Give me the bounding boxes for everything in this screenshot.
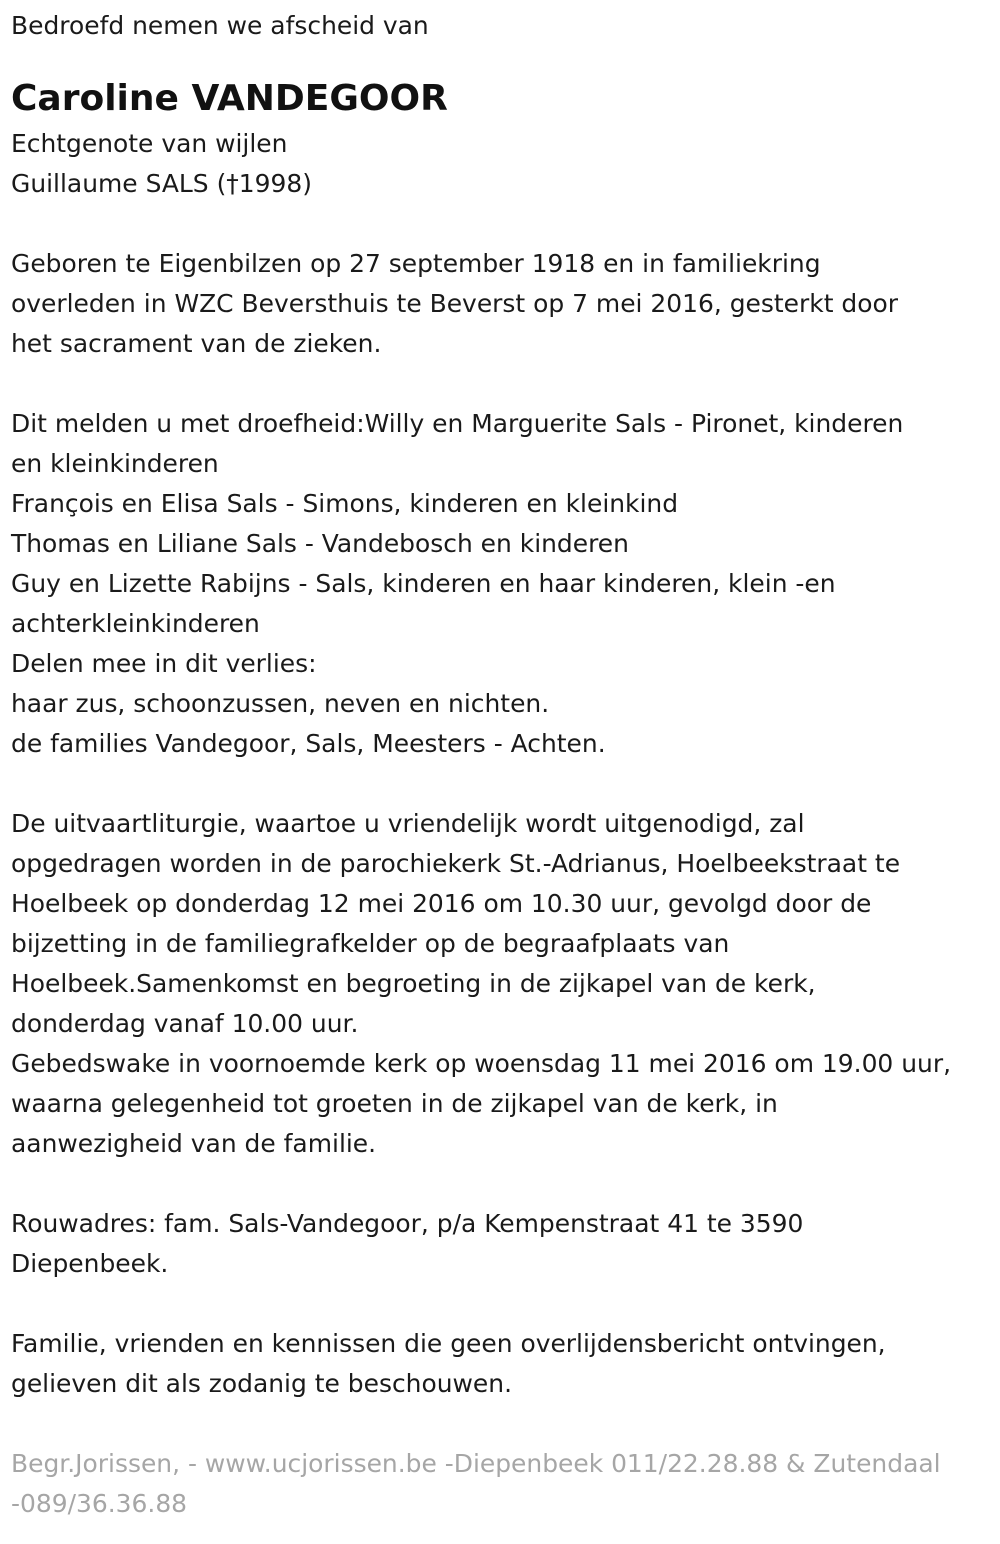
birth-death-line: het sacrament van de zieken. — [11, 329, 382, 358]
ceremony-line: waarna gelegenheid tot groeten in de zijkapel van de kerk, in — [11, 1089, 778, 1118]
spouse-block — [11, 124, 991, 204]
spouse-line: Guillaume SALS (†1998) — [11, 169, 312, 198]
family-block — [11, 404, 991, 764]
family-line: achterkleinkinderen — [11, 609, 260, 638]
ceremony-line: aanwezigheid van de familie. — [11, 1129, 377, 1158]
notice-line: Familie, vrienden en kennissen die geen overlijdensbericht ontvingen, — [11, 1329, 886, 1358]
notice-block — [11, 1324, 991, 1404]
birth-death-line: Geboren te Eigenbilzen op 27 september 1918 en in familiekring — [11, 249, 821, 278]
ceremony-block — [11, 804, 991, 1164]
birth-death-line: overleden in WZC Beversthuis te Beverst op 7 mei 2016, gesterkt door — [11, 289, 898, 318]
ceremony-line: Gebedswake in voornoemde kerk op woensdag 11 mei 2016 om 19.00 uur, — [11, 1049, 952, 1078]
family-line: Thomas en Liliane Sals - Vandebosch en kinderen — [11, 529, 629, 558]
footer-line: -089/36.36.88 — [11, 1489, 188, 1518]
address-line: Rouwadres: fam. Sals-Vandegoor, p/a Kempenstraat 41 te 3590 — [11, 1209, 804, 1238]
ceremony-line: donderdag vanaf 10.00 uur. — [11, 1009, 359, 1038]
family-line: François en Elisa Sals - Simons, kinderen en kleinkind — [11, 489, 679, 518]
death-notice — [11, 0, 991, 1524]
family-line: en kleinkinderen — [11, 449, 219, 478]
intro-text: Bedroefd nemen we afscheid van — [11, 11, 429, 40]
family-line: Dit melden u met droefheid:Willy en Marguerite Sals - Pironet, kinderen — [11, 409, 904, 438]
ceremony-line: Hoelbeek op donderdag 12 mei 2016 om 10.30 uur, gevolgd door de — [11, 889, 872, 918]
ceremony-line: Hoelbeek.Samenkomst en begroeting in de zijkapel van de kerk, — [11, 969, 816, 998]
notice-line: gelieven dit als zodanig te beschouwen. — [11, 1369, 513, 1398]
family-line: de families Vandegoor, Sals, Meesters - Achten. — [11, 729, 606, 758]
footer-line: Begr.Jorissen, - www.ucjorissen.be -Diepenbeek 011/22.28.88 & Zutendaal — [11, 1449, 941, 1478]
family-line: haar zus, schoonzussen, neven en nichten. — [11, 689, 550, 718]
ceremony-line: bijzetting in de familiegrafkelder op de begraafplaats van — [11, 929, 730, 958]
spouse-line: Echtgenote van wijlen — [11, 129, 288, 158]
ceremony-line: De uitvaartliturgie, waartoe u vriendelijk wordt uitgenodigd, zal — [11, 809, 805, 838]
ceremony-line: opgedragen worden in de parochiekerk St.-Adrianus, Hoelbeekstraat te — [11, 849, 901, 878]
address-block — [11, 1204, 991, 1284]
deceased-name: Caroline VANDEGOOR — [11, 78, 448, 119]
family-line: Guy en Lizette Rabijns - Sals, kinderen en haar kinderen, klein -en — [11, 569, 836, 598]
undertaker-footer — [11, 1444, 991, 1524]
family-line: Delen mee in dit verlies: — [11, 649, 317, 678]
address-line: Diepenbeek. — [11, 1249, 169, 1278]
birth-death-block — [11, 244, 991, 364]
